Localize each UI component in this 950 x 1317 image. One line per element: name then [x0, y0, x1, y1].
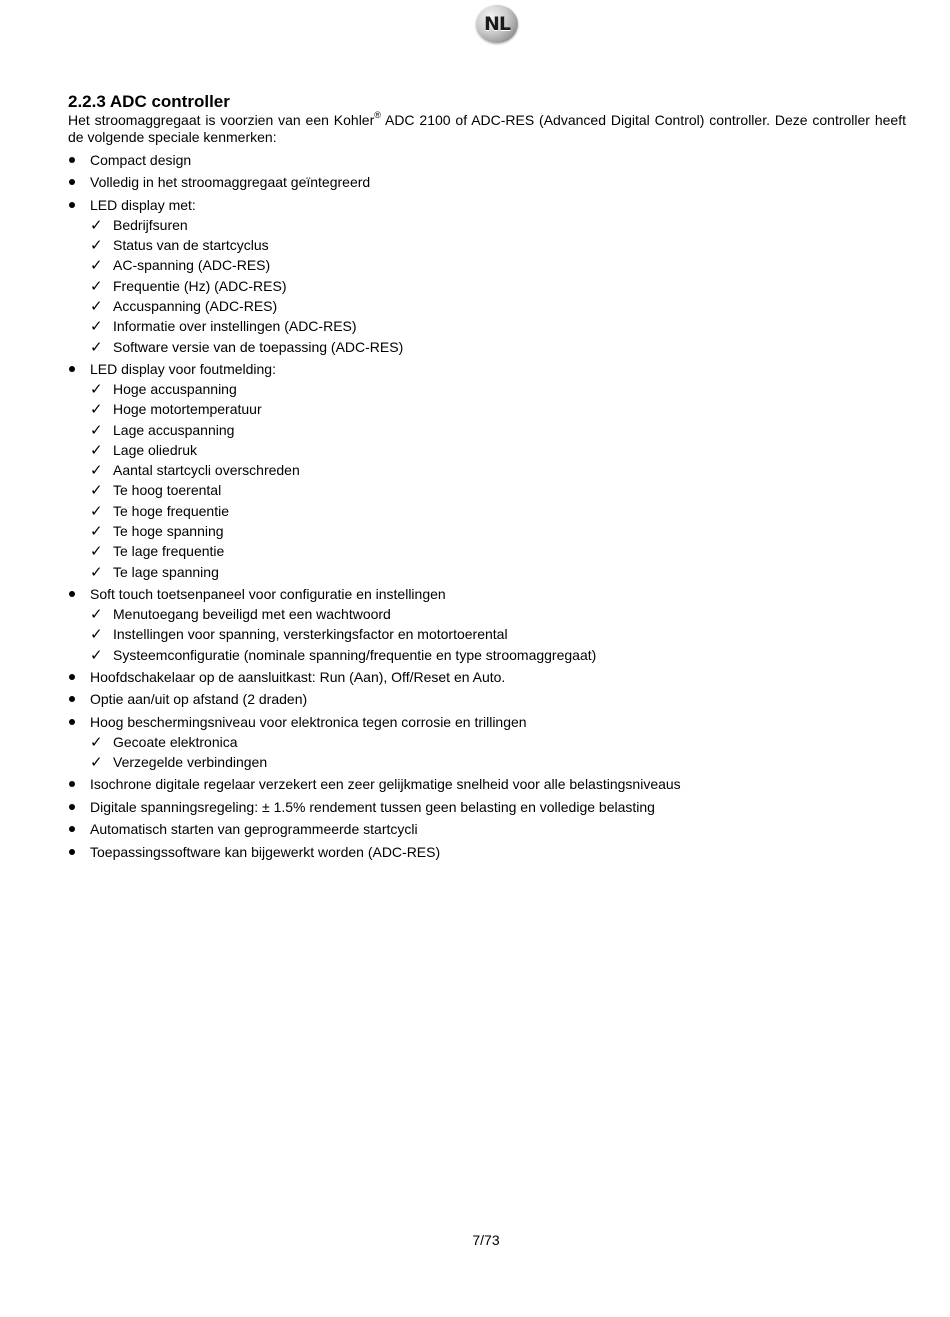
sub-list-item: [90, 401, 906, 418]
intro-text-end: ADC 2100 of ADC-RES (Advanced Digital Control) controller. Deze controller heeft de volgende speciale kenmerken:: [68, 112, 906, 145]
checkmark-icon: ✓: [90, 317, 103, 336]
checkmark-icon: ✓: [90, 542, 103, 561]
sub-item-text: Lage oliedruk: [113, 441, 198, 458]
list-item: [68, 821, 906, 838]
bullet-dot-icon: [68, 714, 90, 731]
list-item: [68, 669, 906, 686]
checkmark-icon: ✓: [90, 276, 103, 295]
sub-list-item: [90, 564, 906, 581]
bullet-dot-icon: [68, 361, 90, 378]
checkmark-icon: ✓: [90, 420, 103, 439]
checkmark-icon: ✓: [90, 440, 103, 459]
intro-paragraph: [68, 112, 906, 146]
sub-item-text: Menutoegang beveiligd met een wachtwoord: [113, 606, 391, 623]
feature-text: Optie aan/uit op afstand (2 draden): [90, 691, 308, 708]
sub-item-text: Te lage spanning: [113, 563, 219, 580]
sub-item-text: Lage accuspanning: [113, 421, 235, 438]
sub-item-text: Hoge motortemperatuur: [113, 401, 262, 418]
feature-text: Compact design: [90, 152, 192, 168]
feature-text: Hoog beschermingsniveau voor elektronica tegen corrosie en trillingen: [90, 713, 527, 730]
feature-text: Toepassingssoftware kan bijgewerkt worden (ADC-RES): [90, 843, 441, 860]
bullet-dot-icon: [68, 844, 90, 861]
sub-item-text: Gecoate elektronica: [113, 733, 238, 750]
checkmark-icon: ✓: [90, 732, 103, 751]
sub-list-item: [90, 442, 906, 459]
bullet-dot-icon: [68, 669, 90, 686]
checkmark-icon: ✓: [90, 625, 103, 644]
checkmark-icon: ✓: [90, 215, 103, 234]
sub-list-item: [90, 237, 906, 254]
list-item: [68, 844, 906, 861]
feature-text: Isochrone digitale regelaar verzekert een zeer gelijkmatige snelheid voor alle belastingsniveaus: [90, 776, 681, 793]
checkmark-icon: ✓: [90, 645, 103, 664]
list-item: [68, 691, 906, 708]
intro-text-start: Het stroomaggregaat is voorzien van een Kohler: [68, 112, 375, 128]
feature-text: LED display met:: [90, 196, 196, 213]
bullet-dot-icon: [68, 776, 90, 793]
language-badge-label: NL: [483, 13, 510, 35]
checkmark-icon: ✓: [90, 400, 103, 419]
sub-item-text: Frequentie (Hz) (ADC-RES): [113, 277, 287, 294]
sub-list-item: [90, 606, 906, 623]
sub-list-item: [90, 298, 906, 315]
sub-list-item: [90, 482, 906, 499]
sub-list-item: [90, 257, 906, 274]
bullet-dot-icon: [68, 691, 90, 708]
checkmark-icon: ✓: [90, 753, 103, 772]
page-number: 7/73: [472, 1232, 500, 1248]
sub-list: [68, 734, 906, 771]
bullet-dot-icon: [68, 821, 90, 838]
language-badge-icon: [476, 5, 518, 43]
checkmark-icon: ✓: [90, 481, 103, 500]
registered-mark: ®: [374, 110, 381, 121]
sub-item-text: Systeemconfiguratie (nominale spanning/frequentie en type stroomaggregaat): [113, 646, 597, 663]
bullet-dot-icon: [68, 586, 90, 603]
list-item: [68, 776, 906, 793]
checkmark-icon: ✓: [90, 337, 103, 356]
sub-item-text: Te hoog toerental: [113, 482, 222, 499]
sub-item-text: Te hoge spanning: [113, 523, 224, 540]
sub-list-item: [90, 278, 906, 295]
sub-list-item: [90, 543, 906, 560]
sub-item-text: Verzegelde verbindingen: [113, 754, 268, 771]
checkmark-icon: ✓: [90, 605, 103, 624]
sub-list-item: [90, 754, 906, 771]
feature-text: Soft touch toetsenpaneel voor configuratie en instellingen: [90, 586, 446, 603]
feature-text: Digitale spanningsregeling: ± 1.5% rendement tussen geen belasting en volledige belasting: [90, 798, 655, 815]
document-body: [68, 91, 906, 866]
checkmark-icon: ✓: [90, 461, 103, 480]
bullet-dot-icon: [68, 197, 90, 214]
sub-list-item: [90, 503, 906, 520]
sub-item-text: Bedrijfsuren: [113, 216, 188, 233]
checkmark-icon: ✓: [90, 562, 103, 581]
sub-list-item: [90, 523, 906, 540]
checkmark-icon: ✓: [90, 501, 103, 520]
sub-item-text: Accuspanning (ADC-RES): [113, 297, 278, 314]
sub-item-text: Te lage frequentie: [113, 543, 225, 560]
sub-list-item: [90, 339, 906, 356]
bullet-dot-icon: [68, 174, 90, 191]
checkmark-icon: ✓: [90, 236, 103, 255]
feature-text: LED display voor foutmelding:: [90, 360, 276, 377]
checkmark-icon: ✓: [90, 522, 103, 541]
sub-item-text: Instellingen voor spanning, versterkingsfactor en motortoerental: [113, 626, 508, 643]
bullet-dot-icon: [68, 799, 90, 816]
sub-list-item: [90, 381, 906, 398]
sub-list-item: [90, 626, 906, 643]
list-item: [68, 361, 906, 581]
sub-item-text: Status van de startcyclus: [113, 237, 269, 254]
section-heading: 2.2.3 ADC controller: [68, 92, 230, 111]
sub-list-item: [90, 422, 906, 439]
sub-list-item: [90, 318, 906, 335]
list-item: [68, 197, 906, 356]
feature-text: Automatisch starten van geprogrammeerde startcycli: [90, 821, 418, 838]
sub-item-text: Hoge accuspanning: [113, 380, 237, 397]
list-item: [68, 174, 906, 191]
sub-list-item: [90, 217, 906, 234]
sub-item-text: Te hoge frequentie: [113, 502, 229, 519]
sub-list-item: [90, 462, 906, 479]
feature-text: Hoofdschakelaar op de aansluitkast: Run (Aan), Off/Reset en Auto.: [90, 669, 506, 685]
list-item: [68, 586, 906, 664]
sub-list: [68, 381, 906, 581]
list-item: [68, 152, 906, 169]
list-item: [68, 799, 906, 816]
checkmark-icon: ✓: [90, 296, 103, 315]
feature-text: Volledig in het stroomaggregaat geïntegreerd: [90, 174, 371, 191]
sub-list: [68, 217, 906, 356]
sub-list: [68, 606, 906, 664]
sub-list-item: [90, 647, 906, 664]
sub-item-text: Informatie over instellingen (ADC-RES): [113, 318, 357, 335]
checkmark-icon: ✓: [90, 256, 103, 275]
sub-item-text: Software versie van de toepassing (ADC-RES): [113, 338, 404, 355]
sub-item-text: Aantal startcycli overschreden: [113, 462, 300, 479]
list-item: [68, 714, 906, 771]
checkmark-icon: ✓: [90, 379, 103, 398]
bullet-dot-icon: [68, 152, 90, 169]
sub-list-item: [90, 734, 906, 751]
sub-item-text: AC-spanning (ADC-RES): [113, 257, 271, 274]
feature-list: [68, 152, 906, 861]
